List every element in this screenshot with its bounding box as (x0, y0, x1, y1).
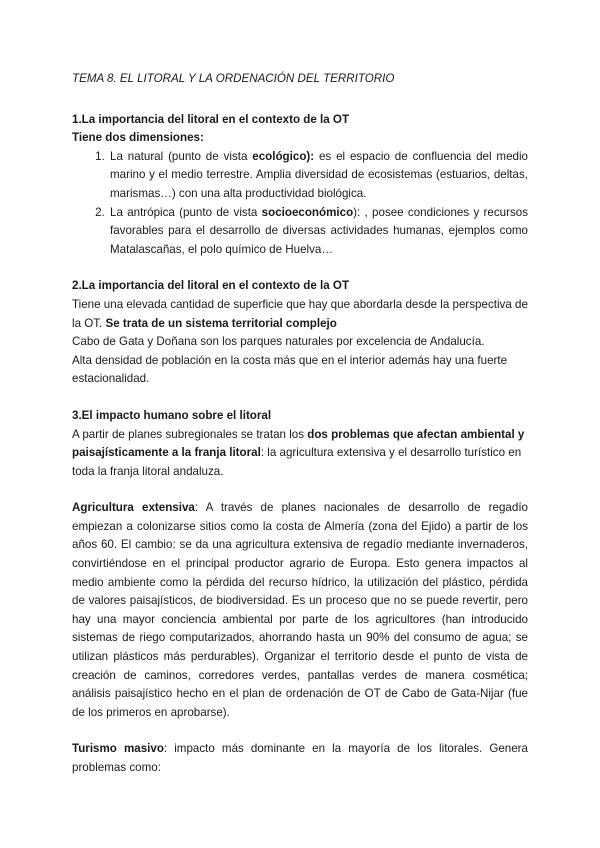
document-title: TEMA 8. EL LITORAL Y LA ORDENACIÓN DEL TERRITORIO (72, 72, 395, 85)
section-1-heading: 1.La importancia del litoral en el contexto de la OT (72, 112, 350, 126)
list-item (108, 204, 528, 260)
list-item-bold: ecológico): (252, 149, 315, 163)
list-item (108, 148, 528, 204)
agriculture-paragraph (72, 499, 528, 722)
section-2-paragraph-3: Alta densidad de población en la costa más que en el interior además hay una fuerte estacionalidad. (72, 353, 508, 386)
section-2-paragraph-1 (72, 296, 528, 333)
agriculture-label: Agricultura extensiva (72, 501, 195, 515)
section-2-heading: 2.La importancia del litoral en el contexto de la OT (72, 279, 350, 293)
paragraph-bold: Se trata de un sistema territorial complejo (105, 316, 337, 330)
list-item-text: ): , posee condiciones y recursos favorables para el desarrollo de diversas actividades humanas, ejemplos como Matalascañas, el polo químico de Huelva… (110, 205, 528, 256)
section-3-heading: 3.El impacto humano sobre el litoral (72, 408, 272, 422)
section-2-paragraph-2: Cabo de Gata y Doñana son los parques naturales por excelencia de Andalucía. (72, 335, 485, 349)
paragraph-text: : A través de planes nacionales de desarrollo de regadío empiezan a colonizarse sitios como la costa de Almería (zona del Ejido) a partir de los años 60. El cambio: se da una agricultura extensiva de regadío mediante invernaderos, convirtiéndose en el principal productor agrario de Europa. Esto genera impactos al medio ambiente como la pérdida del recurso hídrico, la utilización del plástico, pérdida de valores paisajísticos, de biodiversidad. Es un proceso que no se puede revertir, pero hay una mayor conciencia ambiental por parte de los agricultores (han introducido sistemas de riego computarizados, ahorrando hasta un 90% del consumo de agua; se utilizan plásticos más perdurables). Organizar el territorio desde el punto de vista de creación de caminos, corredores verdes, pantallas verdes de manera cosmética; análisis paisajístico hecho en el plan de ordenación de OT de Cabo de Gata-Nijar (fue de los primeros en aprobarse). (72, 501, 528, 719)
list-item-bold: socioeconómico (261, 205, 354, 219)
paragraph-bold: dos problemas que afectan ambiental y paisajísticamente a la franja litoral (72, 427, 525, 460)
section-3-intro (72, 426, 528, 482)
list-item-text: es el espacio de confluencia del medio marino y el medio terrestre. Amplia diversidad de ecosistemas (estuarios, deltas, marismas…) con una alta productividad biológica. (110, 149, 528, 200)
paragraph-text: A partir de planes subregionales se tratan los (72, 427, 308, 441)
dimensions-list (72, 148, 528, 260)
tourism-paragraph (72, 740, 528, 777)
paragraph-text: : impacto más dominante en la mayoría de los litorales. Genera problemas como: (72, 742, 528, 774)
tourism-label: Turismo masivo (72, 742, 164, 756)
list-item-text: La antrópica (punto de vista (110, 205, 262, 219)
paragraph-text: Tiene una elevada cantidad de superficie que hay que abordarla desde la perspectiva de la OT. (72, 297, 528, 330)
paragraph-text: : la agricultura extensiva y el desarrollo turístico en toda la franja litoral andaluza. (72, 446, 522, 478)
section-1-subheading: Tiene dos dimensiones: (72, 131, 204, 145)
list-item-text: La natural (punto de vista (110, 149, 253, 163)
